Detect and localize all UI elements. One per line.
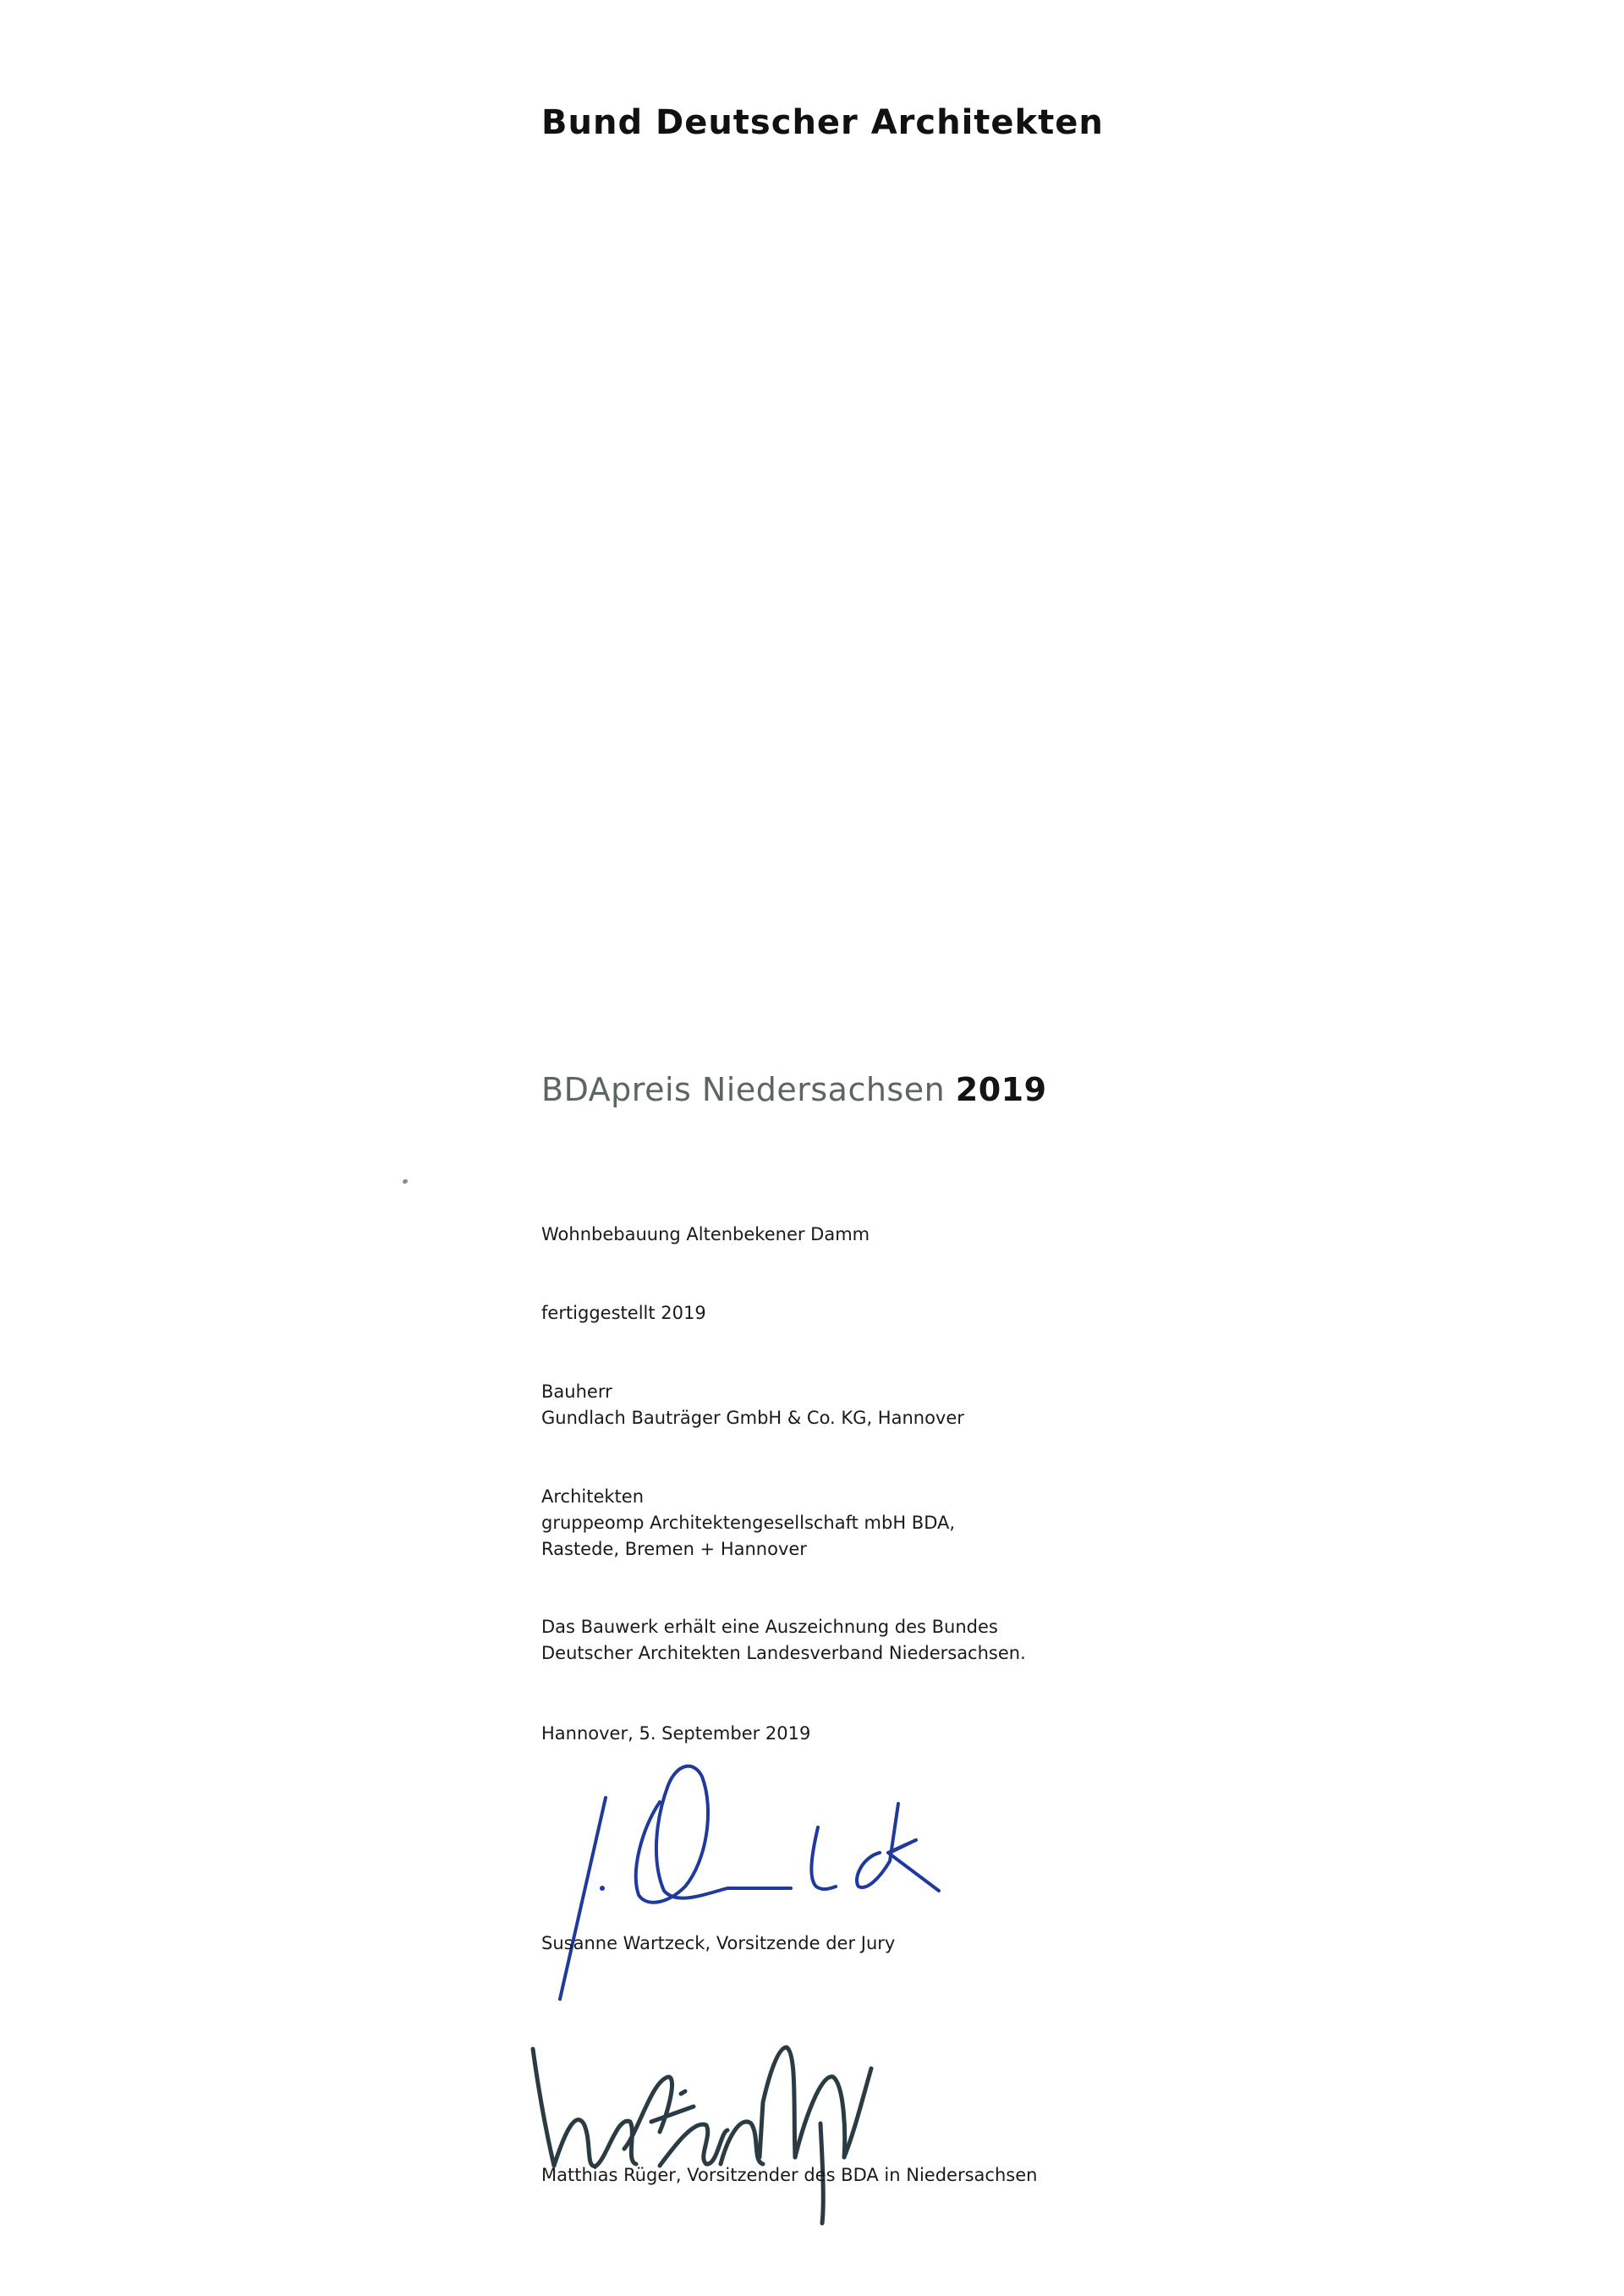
- scan-speck: [402, 1178, 409, 1184]
- project-name-block: [541, 1222, 870, 1248]
- statement-line-2: Deutscher Architekten Landesverband Niedersachsen.: [541, 1643, 1026, 1663]
- signature-jury-chair: [524, 1760, 1066, 2030]
- signatory-2-block: [541, 2162, 1037, 2189]
- architects-line-1: gruppeomp Architektengesellschaft mbH BDA,: [541, 1513, 956, 1533]
- statement-line-1: Das Bauwerk erhält eine Auszeichnung des Bundes: [541, 1617, 998, 1637]
- organization-header: Bund Deutscher Architekten: [541, 103, 1104, 142]
- place-date: Hannover, 5. September 2019: [541, 1723, 811, 1744]
- place-date-block: [541, 1721, 810, 1747]
- signatory-1-block: [541, 1931, 895, 1957]
- signatory-1-caption: Susanne Wartzeck, Vorsitzende der Jury: [541, 1933, 896, 1953]
- client-block: [541, 1379, 964, 1431]
- project-name: Wohnbebauung Altenbekener Damm: [541, 1224, 870, 1244]
- award-year: 2019: [955, 1071, 1047, 1108]
- architects-label: Architekten: [541, 1486, 645, 1507]
- signature-bda-chair: [524, 2030, 1133, 2250]
- award-name: BDApreis Niedersachsen: [541, 1071, 946, 1108]
- client-label: Bauherr: [541, 1381, 612, 1402]
- completion-block: [541, 1300, 706, 1327]
- completion-year: fertiggestellt 2019: [541, 1303, 706, 1323]
- award-title: [541, 1071, 1047, 1108]
- statement-block: [541, 1614, 1026, 1667]
- client-value: Gundlach Bauträger GmbH & Co. KG, Hannover: [541, 1408, 964, 1428]
- architects-block: [541, 1484, 955, 1563]
- architects-line-2: Rastede, Bremen + Hannover: [541, 1539, 807, 1559]
- signatory-2-caption: Matthias Rüger, Vorsitzender des BDA in Niedersachsen: [541, 2165, 1038, 2185]
